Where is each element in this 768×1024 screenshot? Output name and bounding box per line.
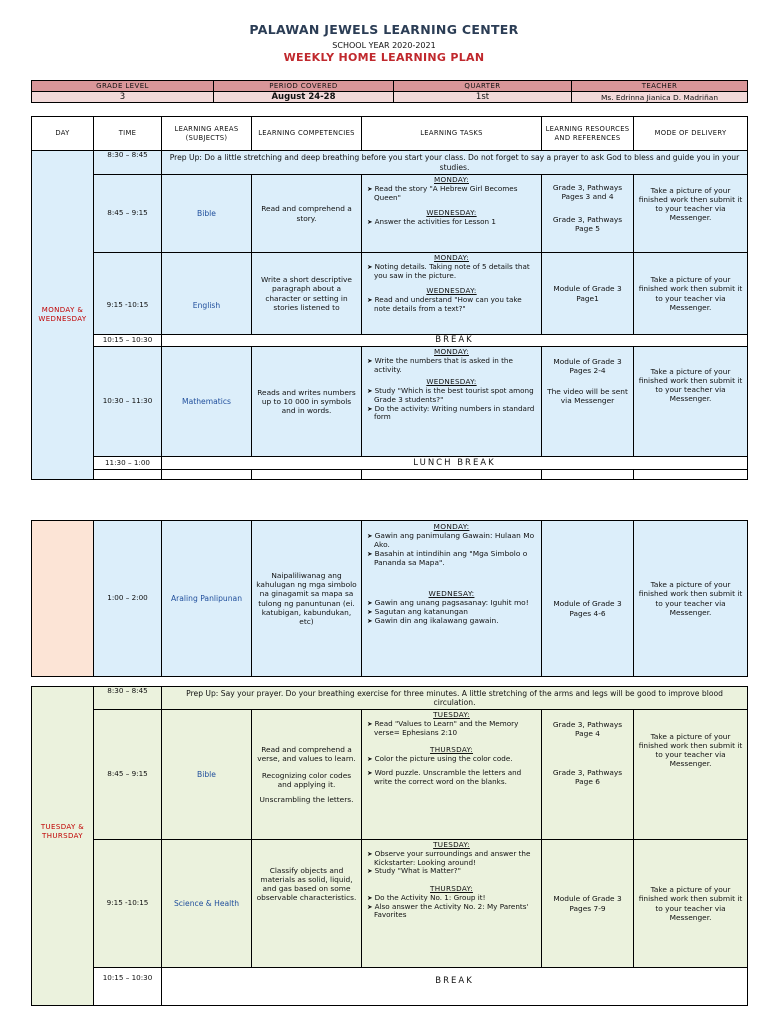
grade-level-value: 3: [32, 92, 214, 103]
quarter-value: 1st: [394, 92, 572, 103]
school-name: PALAWAN JEWELS LEARNING CENTER: [249, 22, 519, 37]
lunch-break-row: LUNCH BREAK: [162, 457, 748, 470]
task-day-label: TUESDAY:: [433, 710, 470, 719]
quarter-label: QUARTER: [394, 81, 572, 92]
task-item: ➤ Basahin at intindihin ang "Mga Simbolo o Pananda sa Mapa".: [365, 549, 538, 567]
empty-cell: [542, 470, 634, 480]
empty-cell: [362, 470, 542, 480]
tasks-science: [362, 840, 542, 968]
subject-english: English: [162, 253, 252, 335]
competency-bible: Read and comprehend a story.: [252, 175, 362, 253]
col-resources: LEARNING RESOURCES AND REFERENCES: [542, 117, 634, 151]
teacher-label: TEACHER: [572, 81, 748, 92]
task-item: ➤ Read and understand "How can you take note details from a text?": [365, 296, 538, 314]
period-label: PERIOD COVERED: [214, 81, 394, 92]
tasks-ap: [362, 521, 542, 677]
resource-item: Module of Grade 3 Pages 2-4: [553, 357, 622, 376]
task-item: ➤ Answer the activities for Lesson 1: [365, 218, 538, 227]
competency-math: Reads and writes numbers up to 10 000 in symbols and in words.: [252, 347, 362, 457]
col-day: DAY: [32, 117, 94, 151]
break-row-tt: BREAK: [162, 968, 748, 1006]
competency-item: Read and comprehend a verse, and values to learn.: [257, 744, 356, 763]
time-science: 9:15 -10:15: [94, 840, 162, 968]
col-competencies: LEARNING COMPETENCIES: [252, 117, 362, 151]
resource-item: Grade 3, Pathways Page 5: [552, 215, 623, 234]
break-row: BREAK: [162, 335, 748, 347]
task-item: ➤ Do the activity: Writing numbers in standard form: [365, 405, 538, 423]
grade-level-label: GRADE LEVEL: [32, 81, 214, 92]
task-item: ➤ Also answer the Activity No. 2: My Parents' Favorites: [365, 903, 538, 921]
competency-science: Classify objects and materials as solid, liquid, and gas based on some observable characteristics.: [252, 840, 362, 968]
resources-math: [542, 347, 634, 457]
empty-cell: [162, 470, 252, 480]
time-break: 10:15 – 10:30: [94, 335, 162, 347]
competency-item: Recognizing color codes and applying it.: [261, 770, 352, 790]
time-prep: 8:30 – 8:45: [94, 151, 162, 175]
time-break-tt: 10:15 – 10:30: [94, 968, 162, 1006]
mode-text: Take a picture of your finished work then submit it to your teacher via Messenger.: [638, 732, 743, 769]
task-item: ➤ Observe your surroundings and answer the Kickstarter: Looking around!: [365, 850, 538, 868]
schedule-table-mw: [31, 116, 748, 480]
mode-math: [634, 347, 748, 457]
competency-english: Write a short descriptive paragraph about a character or setting in stories listened to: [252, 253, 362, 335]
task-item: ➤ Write the numbers that is asked in the activity.: [365, 357, 538, 375]
task-day-label: MONDAY:: [433, 522, 470, 531]
time-lunch: 11:30 – 1:00: [94, 457, 162, 470]
subject-science: Science & Health: [162, 840, 252, 968]
tasks-bible-tt: [362, 710, 542, 840]
task-day-label: THURSDAY:: [430, 745, 473, 755]
competency-bible-tt: [252, 710, 362, 840]
task-item: ➤ Study "Which is the best tourist spot among Grade 3 students?": [365, 387, 538, 405]
teacher-value: Ms. Edrinna Jianica D. Madriñan: [572, 92, 748, 103]
task-day-label: TUESDAY:: [433, 840, 470, 849]
day-monday-wednesday: MONDAY & WEDNESDAY: [32, 151, 94, 480]
task-item: ➤ Gawin ang unang pagsasanay: Iguhit mo!: [365, 598, 538, 607]
col-tasks: LEARNING TASKS: [362, 117, 542, 151]
tasks-bible: [362, 175, 542, 253]
resource-item: Grade 3, Pathways Page 4: [552, 720, 623, 739]
task-item: ➤ Read the story "A Hebrew Girl Becomes Queen": [365, 185, 538, 203]
task-day-label: WEDNESDAY:: [426, 377, 477, 387]
task-item: ➤ Noting details. Taking note of 5 details that you saw in the picture.: [365, 263, 538, 281]
empty-cell: [94, 470, 162, 480]
resource-item: Grade 3, Pathways Pages 3 and 4: [552, 183, 623, 202]
prep-up-text-tt: Prep Up: Say your prayer. Do your breathing exercise for three minutes. A little stretching of the arms and legs will be good to improve blood circulation.: [162, 687, 748, 710]
prep-up-text: Prep Up: Do a little stretching and deep breathing before you start your class. Do not forget to say a prayer to ask God to bless and guide you in your studies.: [162, 151, 748, 175]
school-year: SCHOOL YEAR 2020-2021: [332, 41, 436, 50]
task-item: ➤ Read "Values to Learn" and the Memory verse= Ephesians 2:10: [365, 720, 538, 738]
col-mode: MODE OF DELIVERY: [634, 117, 748, 151]
resource-item: The video will be sent via Messenger: [547, 387, 628, 406]
task-day-label: WEDNESDAY:: [426, 286, 477, 296]
empty-cell: [252, 470, 362, 480]
time-math: 10:30 – 11:30: [94, 347, 162, 457]
task-item: ➤ Sagutan ang katanungan: [365, 607, 538, 616]
task-item: ➤ Do the Activity No. 1: Group it!: [365, 894, 538, 903]
info-table: [31, 80, 748, 103]
col-time: TIME: [94, 117, 162, 151]
mode-english: Take a picture of your finished work then submit it to your teacher via Messenger.: [634, 253, 748, 335]
time-prep-tt: 8:30 – 8:45: [94, 687, 162, 710]
resource-item: Module of Grade 3 Pages 4-6: [553, 599, 622, 618]
time-bible-tt: 8:45 – 9:15: [94, 710, 162, 840]
task-day-label: MONDAY:: [434, 253, 469, 262]
resources-bible: [542, 175, 634, 253]
task-item: ➤ Gawin ang panimulang Gawain: Hulaan Mo Ako.: [365, 531, 538, 549]
schedule-table-afternoon: [31, 520, 748, 677]
task-item: ➤ Study "What is Matter?": [365, 867, 538, 876]
resources-ap: [542, 521, 634, 677]
task-day-label: MONDAY:: [434, 175, 469, 184]
mode-bible-tt: [634, 710, 748, 840]
time-bible: 8:45 – 9:15: [94, 175, 162, 253]
day-tuesday-thursday: TUESDAY & THURSDAY: [32, 687, 94, 1006]
subject-math: Mathematics: [162, 347, 252, 457]
task-day-label: THURSDAY:: [430, 884, 473, 894]
resource-item: Grade 3, Pathways Page 6: [552, 768, 623, 787]
task-day-label: MONDAY:: [434, 347, 469, 356]
mode-text: Take a picture of your finished work then submit it to your teacher via Messenger.: [638, 186, 743, 223]
mode-text: Take a picture of your finished work then submit it to your teacher via Messenger.: [638, 367, 743, 404]
subject-ap: Araling Panlipunan: [162, 521, 252, 677]
competency-item: Unscrambling the letters.: [259, 795, 354, 805]
task-day-label: WEDNESAY:: [428, 589, 475, 599]
subject-bible-tt: Bible: [162, 710, 252, 840]
task-item: ➤ Gawin din ang ikalawang gawain.: [365, 616, 538, 625]
time-ap: 1:00 – 2:00: [94, 521, 162, 677]
task-item: ➤ Word puzzle. Unscramble the letters and write the correct word on the blanks.: [365, 769, 538, 787]
plan-title: WEEKLY HOME LEARNING PLAN: [283, 51, 485, 64]
resources-english: Module of Grade 3 Page1: [542, 253, 634, 335]
resources-science: Module of Grade 3 Pages 7-9: [542, 840, 634, 968]
period-value: August 24-28: [214, 92, 394, 103]
task-day-label: WEDNESDAY:: [426, 208, 477, 218]
mode-science: Take a picture of your finished work then submit it to your teacher via Messenger.: [634, 840, 748, 968]
tasks-english: [362, 253, 542, 335]
task-item: ➤ Color the picture using the color code.: [365, 755, 538, 764]
subject-bible: Bible: [162, 175, 252, 253]
mode-bible: [634, 175, 748, 253]
tasks-math: [362, 347, 542, 457]
time-english: 9:15 -10:15: [94, 253, 162, 335]
col-subjects: LEARNING AREAS (SUBJECTS): [162, 117, 252, 151]
empty-cell: [634, 470, 748, 480]
competency-ap: Naipaliliwanag ang kahulugan ng mga simbolo na ginagamit sa mapa sa tulong ng panuntunan (ei. katubigan, kabundukan, etc): [252, 521, 362, 677]
resources-bible-tt: [542, 710, 634, 840]
schedule-table-tt: [31, 686, 748, 1006]
day-cell-empty: [32, 521, 94, 677]
mode-ap: Take a picture of your finished work then submit it to your teacher via Messenger.: [634, 521, 748, 677]
